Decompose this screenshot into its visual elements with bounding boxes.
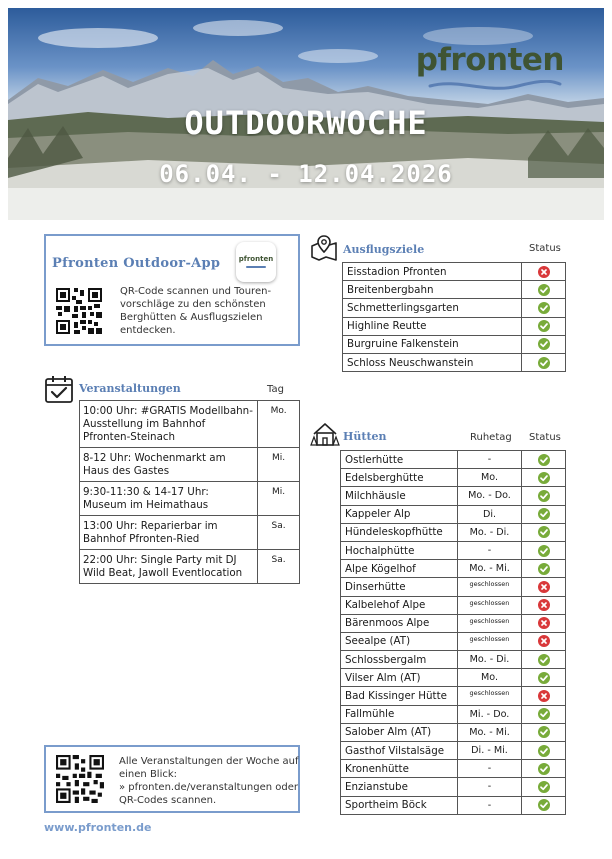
hut-status xyxy=(522,687,566,705)
status-open-icon xyxy=(538,726,550,738)
hut-rest-day: geschlossen xyxy=(458,596,522,614)
hut-status xyxy=(522,651,566,669)
status-open-icon xyxy=(538,781,550,793)
hut-row xyxy=(341,705,566,723)
excursion-name: Eisstadion Pfronten xyxy=(343,263,522,281)
excursion-row xyxy=(343,335,566,353)
hut-rest-day: geschlossen xyxy=(458,614,522,632)
brand-logo: pfronten xyxy=(415,42,564,78)
hut-rest-day: geschlossen xyxy=(458,632,522,650)
excursion-status xyxy=(522,263,566,281)
app-description: QR-Code scannen und Tourenvorschläge zu den schönsten Berghütten & Ausflugszielen entdecken. xyxy=(120,286,272,336)
qr-code-events[interactable] xyxy=(56,755,104,803)
hut-name: Milchhäusle xyxy=(341,487,458,505)
hut-status xyxy=(522,760,566,778)
hut-name: Hochalphütte xyxy=(341,541,458,559)
excursion-name: Schloss Neuschwanstein xyxy=(343,353,522,371)
hut-status xyxy=(522,523,566,541)
status-closed-icon xyxy=(538,581,550,593)
hut-rest-day: geschlossen xyxy=(458,687,522,705)
event-description: 9:30-11:30 & 14-17 Uhr: Museum im Heimathaus xyxy=(80,482,258,516)
hut-rest-day: Mo. - Di. xyxy=(458,651,522,669)
map-pin-icon xyxy=(310,234,338,262)
status-closed-icon xyxy=(538,599,550,611)
excursion-row xyxy=(343,281,566,299)
brand-wave-icon xyxy=(428,80,562,92)
hut-status xyxy=(522,723,566,741)
hut-row xyxy=(341,560,566,578)
excursion-status xyxy=(522,281,566,299)
hut-name: Salober Alm (AT) xyxy=(341,723,458,741)
hut-rest-day: Mo. - Do. xyxy=(458,487,522,505)
status-open-icon xyxy=(538,454,550,466)
event-row xyxy=(80,516,300,550)
hut-status xyxy=(522,505,566,523)
hut-status xyxy=(522,705,566,723)
excursion-row xyxy=(343,263,566,281)
status-closed-icon xyxy=(538,635,550,647)
hut-name: Kappeler Alp xyxy=(341,505,458,523)
status-open-icon xyxy=(538,302,550,314)
hut-name: Gasthof Vilstalsäge xyxy=(341,742,458,760)
hut-row xyxy=(341,505,566,523)
excursion-row xyxy=(343,317,566,335)
hut-row xyxy=(341,687,566,705)
status-open-icon xyxy=(538,745,550,757)
excursion-status xyxy=(522,353,566,371)
page-title: OUTDOORWOCHE xyxy=(184,104,428,142)
hut-status xyxy=(522,796,566,814)
hut-row xyxy=(341,723,566,741)
event-description: 13:00 Uhr: Reparierbar im Bahnhof Pfronten-Ried xyxy=(80,516,258,550)
excursion-name: Schmetterlingsgarten xyxy=(343,299,522,317)
status-open-icon xyxy=(538,357,550,369)
status-open-icon xyxy=(538,563,550,575)
events-heading: Veranstaltungen xyxy=(79,382,181,395)
status-closed-icon xyxy=(538,690,550,702)
hut-status xyxy=(522,469,566,487)
status-open-icon xyxy=(538,799,550,811)
huts-table xyxy=(340,450,566,815)
excursion-name: Highline Reutte xyxy=(343,317,522,335)
event-day: Mo. xyxy=(258,401,300,448)
status-open-icon xyxy=(538,320,550,332)
status-open-icon xyxy=(538,672,550,684)
hut-rest-day: geschlossen xyxy=(458,578,522,596)
hut-status xyxy=(522,632,566,650)
status-open-icon xyxy=(538,284,550,296)
hut-name: Schlossbergalm xyxy=(341,651,458,669)
events-table xyxy=(79,400,300,584)
hut-rest-day: - xyxy=(458,760,522,778)
status-open-icon xyxy=(538,763,550,775)
hut-rest-day: Mo. xyxy=(458,469,522,487)
hut-name: Dinserhütte xyxy=(341,578,458,596)
excursions-table xyxy=(342,262,566,372)
excursion-status xyxy=(522,317,566,335)
hut-row xyxy=(341,796,566,814)
hut-name: Kalbelehof Alpe xyxy=(341,596,458,614)
huts-heading: Hütten xyxy=(343,430,387,443)
hut-status xyxy=(522,541,566,559)
app-promo-box xyxy=(44,234,300,346)
hut-status xyxy=(522,596,566,614)
event-description: 10:00 Uhr: #GRATIS Modellbahn-Ausstellung im Bahnhof Pfronten-Steinach xyxy=(80,401,258,448)
excursion-status xyxy=(522,335,566,353)
excursions-heading: Ausflugsziele xyxy=(343,243,425,256)
hut-status xyxy=(522,560,566,578)
hut-rest-day: Mo. - Mi. xyxy=(458,723,522,741)
hut-row xyxy=(341,651,566,669)
hut-name: Enzianstube xyxy=(341,778,458,796)
hut-name: Fallmühle xyxy=(341,705,458,723)
event-row xyxy=(80,401,300,448)
hut-name: Alpe Kögelhof xyxy=(341,560,458,578)
hut-name: Sportheim Böck xyxy=(341,796,458,814)
hut-rest-day: - xyxy=(458,451,522,469)
events-info-box xyxy=(44,745,300,813)
hut-rest-day: Di. xyxy=(458,505,522,523)
hut-name: Bärenmoos Alpe xyxy=(341,614,458,632)
status-closed-icon xyxy=(538,617,550,629)
status-open-icon xyxy=(538,338,550,350)
hut-rest-day: Di. - Mi. xyxy=(458,742,522,760)
app-icon xyxy=(236,242,276,282)
event-row xyxy=(80,482,300,516)
excursions-status-header: Status xyxy=(529,243,561,254)
hut-status xyxy=(522,669,566,687)
hut-status xyxy=(522,487,566,505)
hut-row xyxy=(341,614,566,632)
app-heading: Pfronten Outdoor-App xyxy=(52,256,221,271)
hut-row xyxy=(341,451,566,469)
hut-name: Seealpe (AT) xyxy=(341,632,458,650)
event-row xyxy=(80,448,300,482)
hut-rest-day: - xyxy=(458,778,522,796)
huts-status-header: Status xyxy=(529,432,561,443)
hut-rest-day: - xyxy=(458,541,522,559)
hut-rest-day: Mo. - Mi. xyxy=(458,560,522,578)
events-info-link[interactable]: » pfronten.de/veranstaltungen oder QR-Codes scannen. xyxy=(119,782,298,806)
hut-rest-day: Mo. xyxy=(458,669,522,687)
hut-name: Bad Kissinger Hütte xyxy=(341,687,458,705)
hut-icon xyxy=(310,420,340,448)
hut-row xyxy=(341,523,566,541)
hut-status xyxy=(522,578,566,596)
website-link[interactable]: www.pfronten.de xyxy=(44,821,152,834)
hut-row xyxy=(341,742,566,760)
events-info-line1: Alle Veranstaltungen der Woche auf einen Blick: xyxy=(119,756,299,780)
event-row xyxy=(80,550,300,584)
hut-status xyxy=(522,614,566,632)
event-description: 8-12 Uhr: Wochenmarkt am Haus des Gastes xyxy=(80,448,258,482)
events-day-header: Tag xyxy=(267,384,284,395)
hut-row xyxy=(341,760,566,778)
hut-row xyxy=(341,469,566,487)
hut-name: Hündeleskopfhütte xyxy=(341,523,458,541)
events-info-text xyxy=(119,755,299,807)
status-open-icon xyxy=(538,490,550,502)
event-day: Sa. xyxy=(258,516,300,550)
header-image xyxy=(8,8,604,220)
status-open-icon xyxy=(538,472,550,484)
hut-name: Edelsberghütte xyxy=(341,469,458,487)
event-description: 22:00 Uhr: Single Party mit DJ Wild Beat, Jawoll Eventlocation xyxy=(80,550,258,584)
status-open-icon xyxy=(538,708,550,720)
status-open-icon xyxy=(538,545,550,557)
hut-row xyxy=(341,669,566,687)
status-open-icon xyxy=(538,508,550,520)
hut-status xyxy=(522,451,566,469)
hut-name: Ostlerhütte xyxy=(341,451,458,469)
hut-row xyxy=(341,632,566,650)
excursion-row xyxy=(343,353,566,371)
hut-name: Vilser Alm (AT) xyxy=(341,669,458,687)
hut-rest-day: - xyxy=(458,796,522,814)
calendar-check-icon xyxy=(44,374,74,404)
hut-name: Kronenhütte xyxy=(341,760,458,778)
hut-rest-day: Mi. - Do. xyxy=(458,705,522,723)
huts-rest-header: Ruhetag xyxy=(470,432,512,443)
status-open-icon xyxy=(538,526,550,538)
qr-code-app[interactable] xyxy=(56,288,102,334)
event-day: Sa. xyxy=(258,550,300,584)
excursion-name: Burgruine Falkenstein xyxy=(343,335,522,353)
excursion-row xyxy=(343,299,566,317)
hut-row xyxy=(341,541,566,559)
app-icon-label: pfronten xyxy=(238,255,274,263)
hut-status xyxy=(522,778,566,796)
hut-status xyxy=(522,742,566,760)
event-day: Mi. xyxy=(258,482,300,516)
status-open-icon xyxy=(538,654,550,666)
hut-rest-day: Mo. - Di. xyxy=(458,523,522,541)
excursion-status xyxy=(522,299,566,317)
hut-row xyxy=(341,578,566,596)
hut-row xyxy=(341,487,566,505)
status-closed-icon xyxy=(538,266,550,278)
excursion-name: Breitenbergbahn xyxy=(343,281,522,299)
date-range: 06.04. - 12.04.2026 xyxy=(159,160,453,188)
hut-row xyxy=(341,596,566,614)
hut-row xyxy=(341,778,566,796)
event-day: Mi. xyxy=(258,448,300,482)
